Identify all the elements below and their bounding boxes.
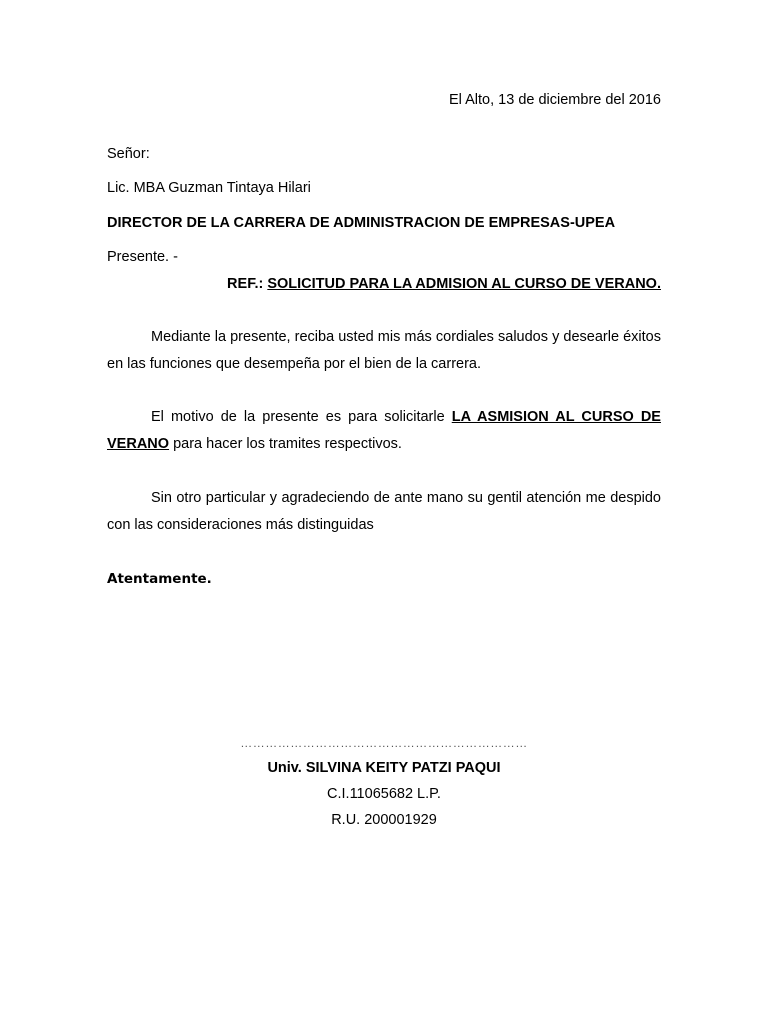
presente: Presente. -	[107, 249, 178, 265]
reference-text: SOLICITUD PARA LA ADMISION AL CURSO DE VERANO.	[267, 276, 661, 292]
reference-label: REF.:	[227, 276, 264, 292]
recipient-title: DIRECTOR DE LA CARRERA DE ADMINISTRACION DE EMPRESAS-UPEA	[107, 215, 616, 231]
closing-word: Atentamente.	[107, 571, 212, 587]
signature-line: ……………………………………………………………	[240, 736, 528, 750]
reference-line	[107, 275, 661, 293]
paragraph-closing	[107, 485, 661, 539]
paragraph-request-text: El motivo de la presente es para solicitarle	[151, 409, 452, 425]
signer-ru: R.U. 200001929	[331, 812, 437, 828]
paragraph-closing-text: Sin otro particular y agradeciendo de ante mano su gentil atención me despido con las consideraciones más distinguidas	[107, 490, 661, 533]
signer-name: Univ. SILVINA KEITY PATZI PAQUI	[267, 760, 501, 776]
paragraph-greeting-text: Mediante la presente, reciba usted mis más cordiales saludos y desearle éxitos en las funciones que desempeña por el bien de la carrera.	[107, 329, 661, 372]
salutation: Señor:	[107, 146, 150, 162]
paragraph-greeting	[107, 324, 661, 378]
signer-ci: C.I.11065682 L.P.	[327, 786, 441, 802]
request-emphasis: LA ASMISION AL CURSO DE VERANO	[107, 409, 661, 452]
place-date: El Alto, 13 de diciembre del 2016	[449, 92, 661, 108]
paragraph-request	[107, 404, 661, 458]
recipient-name: Lic. MBA Guzman Tintaya Hilari	[107, 180, 311, 196]
paragraph-request-tail: para hacer los tramites respectivos.	[169, 436, 402, 452]
